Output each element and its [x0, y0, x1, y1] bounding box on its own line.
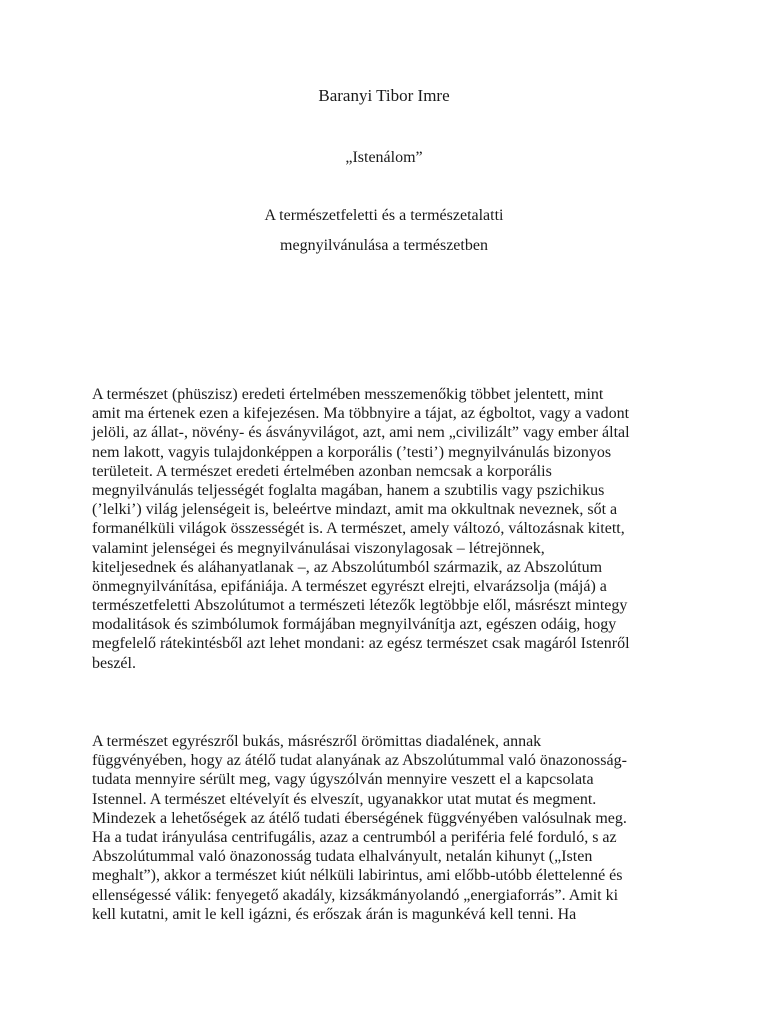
- text-line: területeit. A természet eredeti értelmében azonban nemcsak a korporális: [92, 462, 552, 480]
- text-line: ellenségessé válik: fenyegető akadály, kizsákmányolandó „energiaforrás”. Amit ki: [92, 886, 619, 904]
- text-line: önmegnyilvánítása, epifániája. A természet egyrészt elrejti, elvarázsolja (májá) a: [92, 577, 607, 595]
- text-line: kell kutatni, amit le kell igázni, és erőszak árán is magunkévá kell tenni. Ha: [92, 905, 577, 923]
- text-line: (’lelki’) világ jelenségeit is, beleértve mindazt, amit ma okkultnak neveznek, sőt a: [92, 501, 618, 519]
- text-line: nem lakott, vagyis tulajdonképpen a korporális (’testi’) megnyilvánulás bizonyos: [92, 443, 612, 461]
- text-line: beszél.: [92, 654, 136, 672]
- text-line: függvényében, hogy az átélő tudat alanyának az Abszolútummal való önazonosság-: [92, 752, 627, 770]
- text-line: A természet egyrészről bukás, másrészről örömittas diadalének, annak: [92, 733, 542, 750]
- text-line: Mindezek a lehetőségek az átélő tudati éberségének függvényében valósulnak meg.: [92, 809, 627, 827]
- text-line: Abszolútummal való önazonosság tudata elhalványult, netalán kihunyt („Isten: [92, 848, 593, 866]
- author-name: Baranyi Tibor Imre: [318, 86, 450, 105]
- text-line: kiteljesednek és aláhanyatlanak –, az Abszolútumból származik, az Abszolútum: [92, 558, 603, 576]
- subtitle-line: A természetfeletti és a természetalatti: [264, 207, 504, 224]
- text-line: amit ma értenek ezen a kifejezésen. Ma többnyire a tájat, az égboltot, vagy a vadont: [92, 405, 630, 423]
- document-title: „Istenálom”: [345, 149, 423, 166]
- text-line: jelöli, az állat-, növény- és ásványvilágot, azt, ami nem „civilizált” vagy ember által: [92, 424, 630, 442]
- text-line: valamint jelenségei és megnyilvánulásai viszonylagosak – létrejönnek,: [92, 539, 545, 557]
- text-line: megnyilvánulás teljességét foglalta magában, hanem a szubtilis vagy pszichikus: [92, 481, 605, 499]
- text-line: formanélküli világok összességét is. A természet, amely változó, változásnak kitett,: [92, 520, 625, 538]
- subtitle-line: megnyilvánulása a természetben: [280, 237, 488, 254]
- text-line: megfelelő rátekintésből azt lehet mondani: az egész természet csak magáról Istenről: [92, 635, 630, 653]
- text-line: tudata mennyire sérült meg, vagy úgyszólván mennyire veszett el a kapcsolata: [92, 771, 594, 789]
- text-line: meghalt”), akkor a természet kiút nélküli labirintus, ami előbb-utóbb élettelenné és: [92, 867, 623, 885]
- text-line: Istennel. A természet eltévelyít és elveszít, ugyanakkor utat mutat és megment.: [92, 790, 597, 808]
- text-line: Ha a tudat irányulása centrifugális, azaz a centrumból a periféria felé forduló, s az: [92, 828, 617, 846]
- body-paragraph: [92, 732, 692, 924]
- text-line: természetfeletti Abszolútumot a természeti létezők legtöbbje elől, másrészt mintegy: [92, 597, 628, 615]
- text-line: A természet (phüszisz) eredeti értelmében messzemenőkig többet jelentett, mint: [92, 386, 604, 403]
- text-line: modalitások és szimbólumok formájában megnyilvánítja azt, egészen odáig, hogy: [92, 616, 617, 634]
- body-paragraph: [92, 385, 692, 673]
